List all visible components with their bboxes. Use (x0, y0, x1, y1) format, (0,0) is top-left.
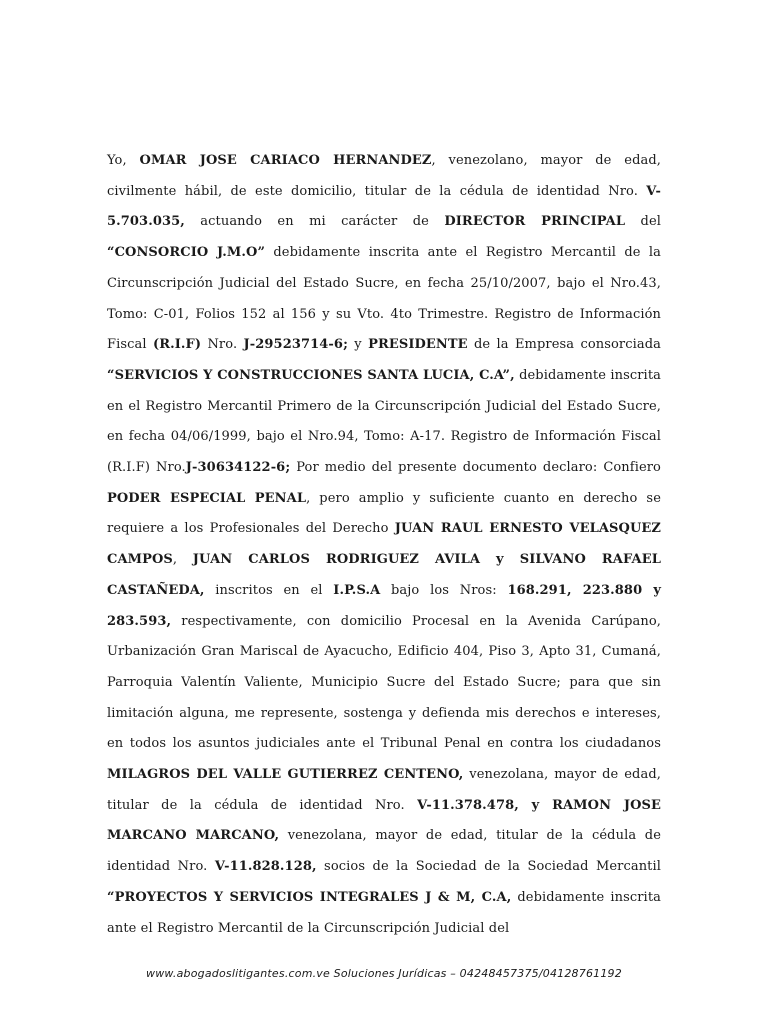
text-segment-bold: V-11.378.478, y RAMON JOSE MARCANO MARCANO, (107, 797, 661, 844)
text-segment-bold: “PROYECTOS Y SERVICIOS INTEGRALES J & M, C.A, (107, 889, 512, 905)
text-segment: venezolana, mayor de edad, titular de la cédula de identidad Nro. (107, 828, 661, 875)
text-segment-bold: JUAN RAUL ERNESTO VELASQUEZ CAMPOS (107, 521, 661, 568)
document-body-paragraph (107, 146, 661, 944)
text-segment-bold: 168.291, 223.880 y 283.593, (107, 582, 661, 629)
text-segment: inscritos en el (204, 582, 334, 598)
text-segment-bold: V-5.703.035, (107, 183, 661, 230)
text-segment: debidamente inscrita en el Registro Mercantil Primero de la Circunscripción Judicial del Estado Sucre, en fecha 04/06/1999, bajo el Nro.94, Tomo: A-17. Registro de Información Fiscal (R.I.F) Nro. (107, 367, 661, 476)
footer-text: www.abogadoslitigantes.com.ve Soluciones Jurídicas – 04248457375/04128761192 (146, 967, 622, 980)
text-segment-bold: “CONSORCIO J.M.O” (107, 245, 266, 261)
text-segment: respectivamente, con domicilio Procesal en la Avenida Carúpano, Urbanización Gran Mariscal de Ayacucho, Edificio 404, Piso 3, Apto 31, Cumaná, Parroquia Valentín Valiente, Municipio Sucre del Estado Sucre; para que sin limitación alguna, me represente, sostenga y defienda mis derechos e intereses, en todos los asuntos judiciales ante el Tribunal Penal en contra los ciudadanos (107, 613, 661, 752)
text-segment-bold: J-30634122-6; (185, 460, 291, 476)
text-segment: Yo, (107, 153, 140, 168)
text-segment: socios de la Sociedad de la Sociedad Mercantil (316, 859, 662, 875)
text-segment-bold: MILAGROS DEL VALLE GUTIERREZ CENTENO, (107, 767, 464, 783)
text-segment: bajo los Nros: (380, 582, 508, 598)
text-segment: debidamente inscrita ante el Registro Mercantil de la Circunscripción Judicial del (107, 889, 661, 936)
text-segment-bold: DIRECTOR PRINCIPAL (444, 214, 626, 230)
text-segment: , (172, 552, 193, 568)
text-segment-bold: JUAN CARLOS RODRIGUEZ AVILA y SILVANO RAFAEL CASTAÑEDA, (107, 552, 661, 598)
text-segment-bold: I.P.S.A (333, 582, 381, 598)
text-segment-bold: V-11.828.128, (214, 859, 317, 875)
text-segment-bold: “SERVICIOS Y CONSTRUCCIONES SANTA LUCIA, C.A”, (107, 367, 515, 383)
text-segment: actuando en mi carácter de (184, 214, 445, 230)
text-segment: venezolana, mayor de edad, titular de la cédula de identidad Nro. (107, 767, 661, 813)
text-segment-bold: J-29523714-6; (243, 337, 348, 353)
text-segment: , pero amplio y suficiente cuanto en derecho se requiere a los Profesionales del Derecho (107, 490, 661, 537)
text-segment: de la Empresa consorciada (467, 337, 662, 353)
text-segment: Nro. (201, 337, 244, 353)
text-segment: Por medio del presente documento declaro: Confiero (290, 460, 661, 476)
text-segment-bold: PRESIDENTE (368, 337, 468, 353)
text-segment: debidamente inscrita ante el Registro Mercantil de la Circunscripción Judicial del Estado Sucre, en fecha 25/10/2007, bajo el Nro.43, Tomo: C-01, Folios 152 al 156 y su Vto. 4to Trimestre. Registro de Información Fiscal (107, 245, 661, 353)
text-segment-bold: OMAR JOSE CARIACO HERNANDEZ (139, 153, 432, 168)
text-segment-bold: PODER ESPECIAL PENAL (107, 490, 307, 506)
text-segment: , venezolano, mayor de edad, civilmente hábil, de este domicilio, titular de la cédula de identidad Nro. (107, 153, 661, 199)
text-segment-bold: (R.I.F) (152, 337, 202, 353)
text-segment: y (347, 337, 369, 353)
text-segment: del (625, 214, 661, 230)
page-footer (0, 967, 768, 980)
